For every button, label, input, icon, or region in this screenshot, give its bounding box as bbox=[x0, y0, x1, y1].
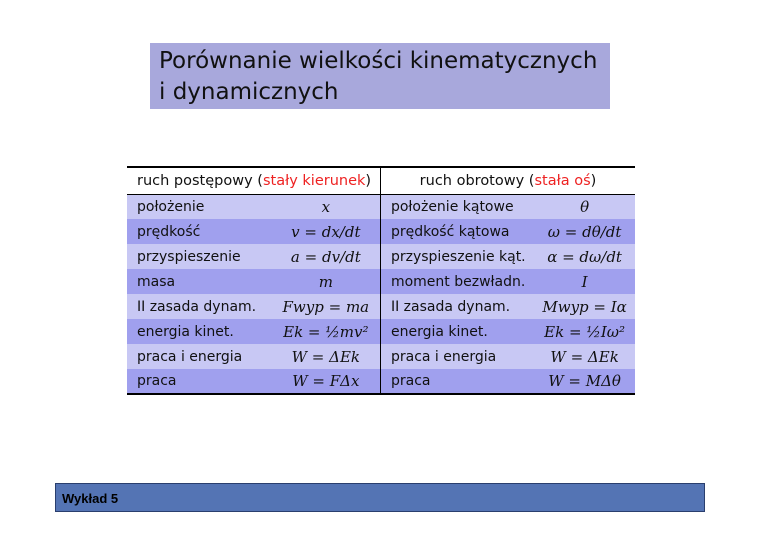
right-value: I bbox=[534, 269, 635, 294]
left-value: W = ΔEk bbox=[272, 344, 381, 369]
comparison-table bbox=[127, 166, 635, 395]
right-value: θ bbox=[534, 194, 635, 219]
right-label: praca bbox=[380, 369, 534, 394]
header-rotational-highlight: stała oś bbox=[534, 172, 591, 189]
table-row bbox=[127, 194, 635, 219]
right-value: W = MΔθ bbox=[534, 369, 635, 394]
right-label: energia kinet. bbox=[380, 319, 534, 344]
right-label: przyspieszenie kąt. bbox=[380, 244, 534, 269]
table-row bbox=[127, 219, 635, 244]
left-value: a = dv/dt bbox=[272, 244, 381, 269]
table-row bbox=[127, 319, 635, 344]
table-header-row bbox=[127, 167, 635, 194]
slide-title-line-1: Porównanie wielkości kinematycznych bbox=[159, 48, 598, 74]
slide-title bbox=[150, 43, 610, 109]
table-row bbox=[127, 294, 635, 319]
right-value: W = ΔEk bbox=[534, 344, 635, 369]
left-label: energia kinet. bbox=[127, 319, 272, 344]
left-label: praca bbox=[127, 369, 272, 394]
right-label: praca i energia bbox=[380, 344, 534, 369]
right-label: położenie kątowe bbox=[380, 194, 534, 219]
header-rotational-text: ruch obrotowy ( bbox=[419, 172, 535, 189]
left-value: W = FΔx bbox=[272, 369, 381, 394]
header-translational bbox=[127, 167, 380, 194]
left-label: masa bbox=[127, 269, 272, 294]
right-value: ω = dθ/dt bbox=[534, 219, 635, 244]
left-label: przyspieszenie bbox=[127, 244, 272, 269]
table-row bbox=[127, 344, 635, 369]
right-value: Mwyp = Iα bbox=[534, 294, 635, 319]
slide-title-line-2: i dynamicznych bbox=[159, 79, 339, 105]
header-translational-text: ruch postępowy ( bbox=[137, 172, 263, 189]
right-label: prędkość kątowa bbox=[380, 219, 534, 244]
table-row bbox=[127, 269, 635, 294]
header-rotational-close: ) bbox=[590, 172, 597, 189]
left-value: Ek = ½mv² bbox=[272, 319, 381, 344]
left-value: Fwyp = ma bbox=[272, 294, 381, 319]
left-value: v = dx/dt bbox=[272, 219, 381, 244]
table-row bbox=[127, 369, 635, 394]
header-translational-highlight: stały kierunek bbox=[262, 172, 366, 189]
right-value: α = dω/dt bbox=[534, 244, 635, 269]
left-value: x bbox=[272, 194, 381, 219]
header-rotational bbox=[380, 167, 635, 194]
table-row bbox=[127, 244, 635, 269]
left-value: m bbox=[272, 269, 381, 294]
footer-label: Wykład 5 bbox=[62, 491, 119, 506]
right-label: moment bezwładn. bbox=[380, 269, 534, 294]
left-label: II zasada dynam. bbox=[127, 294, 272, 319]
left-label: prędkość bbox=[127, 219, 272, 244]
left-label: praca i energia bbox=[127, 344, 272, 369]
left-label: położenie bbox=[127, 194, 272, 219]
header-translational-close: ) bbox=[365, 172, 372, 189]
right-value: Ek = ½Iω² bbox=[534, 319, 635, 344]
right-label: II zasada dynam. bbox=[380, 294, 534, 319]
footer-bar bbox=[55, 483, 705, 512]
